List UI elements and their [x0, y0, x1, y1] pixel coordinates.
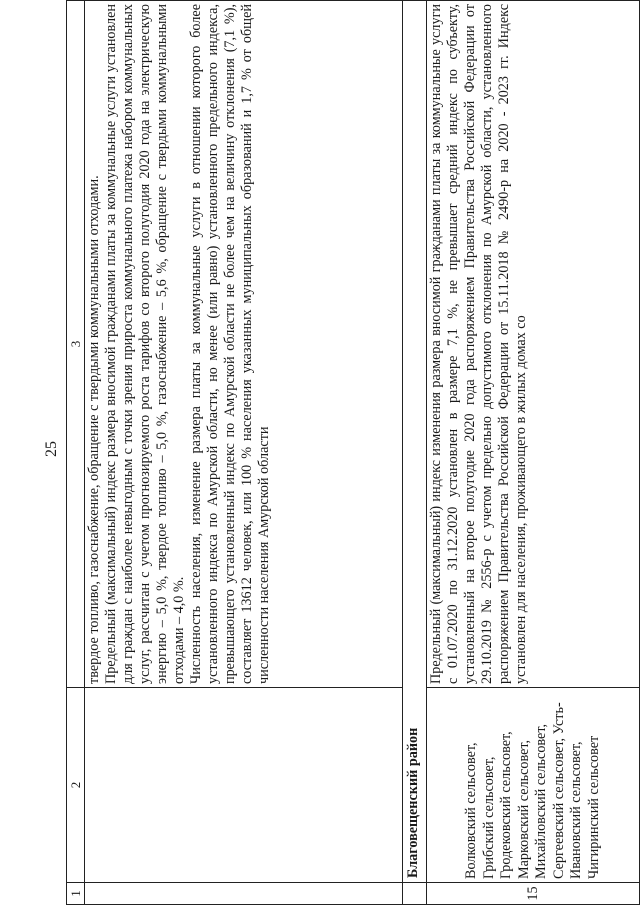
- continued-row: [85, 1, 403, 905]
- continued-paragraph-3: Численность населения, изменение размера платы за коммунальные услуги в отношении которого более установленного индекса по Амурской области, но менее (или равно) установленного предельного индекса, превышающего установленный индекс по Амурской области не более чем на величину отклонения (7,1 %), составляет 13612 человек, или 100 % населения указанных муниципальных образований и 1,7 % от общей численности населения Амурской области: [188, 4, 272, 684]
- row-15-description: Предельный (максимальный) индекс изменения размера вносимой гражданами платы за коммунальные услуги с 01.07.2020 по 31.12.2020 установлен в размере 7,1 %, не превышает средний индекс по субъекту, установленный на второе полугодие 2020 года распоряжением Правительства Российской Федерации от 29.10.2019 № 2556-р с учетом предельно допустимого отклонения по Амурской области, установленного распоряжением Правительства Российской Федерации от 15.11.2018 № 2490-р на 2020 - 2023 гг. Индекс установлен для населения, проживающего в жилых домах со: [427, 1, 640, 688]
- region-spacer-cell: [403, 883, 427, 905]
- header-col-1: 1: [67, 883, 85, 905]
- header-row: [67, 1, 85, 905]
- row-15-number: 15: [427, 883, 640, 905]
- page-number: 25: [43, 441, 60, 457]
- continued-paragraph-1: твердое топливо, газоснабжение, обращение с твердыми коммунальными отходами.: [86, 175, 102, 684]
- header-col-3: 3: [67, 1, 85, 688]
- header-col-2: 2: [67, 688, 85, 883]
- region-row: [403, 1, 427, 905]
- continued-number-cell: [85, 883, 403, 905]
- rotated-table-page: [66, 0, 640, 905]
- continued-description-cell: [85, 1, 403, 688]
- row-15: [427, 1, 640, 905]
- region-heading: Благовещенский район: [403, 1, 427, 883]
- tariff-index-table: [66, 0, 640, 905]
- row-15-municipalities: Волковский сельсовет, Грибский сельсовет, Гродековский сельсовет, Марковский сельсовет, Михайловский сельсовет, Сергеевский сельсовет, Усть-Ивановский сельсовет, Чигиринский сельсовет: [427, 688, 640, 883]
- continued-municipality-cell: [85, 688, 403, 883]
- continued-paragraph-2: Предельный (максимальный) индекс размера вносимой гражданами платы за коммунальные услуги установлен для граждан с наиболее невыгодным с точки зрения прироста коммунального платежа набором коммунальных услуг, рассчитан с учетом прогнозируемого роста тарифов со второго полугодия 2020 года на электрическую энергию – 5,0 %, твердое топливо – 5,0 %, газоснабжение – 5,6 %, обращение с твердыми коммунальными отходами – 4,0 %.: [103, 4, 187, 684]
